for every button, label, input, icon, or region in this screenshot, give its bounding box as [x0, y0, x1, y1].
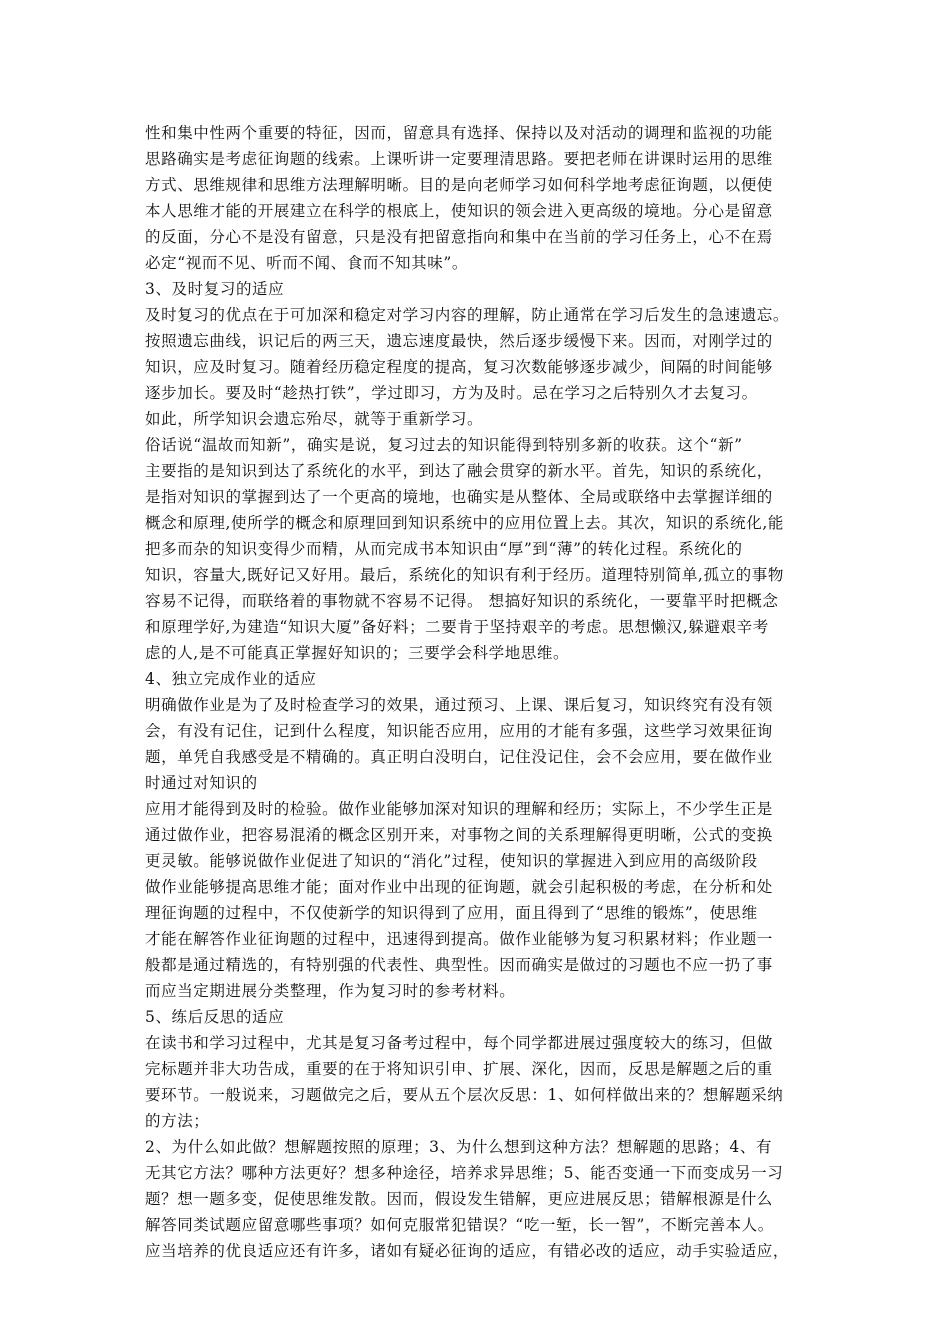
- text-line: 应当培养的优良适应还有许多，诸如有疑必征询的适应，有错必改的适应，动手实验适应，: [145, 1242, 790, 1260]
- text-line: 把多而杂的知识变得少而精，从而完成书本知识由“厚”到“薄”的转化过程。系统化的: [145, 540, 743, 558]
- text-line: 而应当定期进展分类整理，作为复习时的参考材料。: [145, 982, 516, 1000]
- text-line: 虑的人,是不可能真正掌握好知识的；三要学会科学地思维。: [145, 644, 570, 662]
- text-line: 思路确实是考虑征询题的线索。上课听讲一定要理清思路。要把老师在讲课时运用的思维: [145, 150, 773, 168]
- text-line: 及时复习的优点在于可加深和稳定对学习内容的理解，防止通常在学习后发生的急速遗忘。: [145, 306, 790, 324]
- text-line: 明确做作业是为了及时检查学习的效果，通过预习、上课、课后复习，知识终究有没有领: [145, 696, 773, 714]
- text-line: 俗话说“温故而知新”，确实是说，复习过去的知识能得到特别多新的收获。这个“新”: [145, 436, 743, 454]
- text-line: 题？想一题多变，促使思维发散。因而，假设发生错解，更应进展反思；错解根源是什么: [145, 1190, 773, 1208]
- text-line: 更灵敏。能够说做作业促进了知识的“消化”过程，使知识的掌握进入到应用的高级阶段: [145, 852, 758, 870]
- text-line: 要环节。一般说来，习题做完之后，要从五个层次反思：1、如何样做出来的？想解题采纳: [145, 1086, 784, 1104]
- text-line: 按照遗忘曲线，识记后的两三天，遗忘速度最快，然后逐步缓慢下来。因而，对刚学过的: [145, 332, 773, 350]
- text-line: 概念和原理,使所学的概念和原理回到知识系统中的应用位置上去。其次，知识的系统化,能: [145, 514, 784, 532]
- text-line: 知识，容量大,既好记又好用。最后，系统化的知识有利于经历。道理特别简单,孤立的事物: [145, 566, 784, 584]
- text-line: 在读书和学习过程中，尤其是复习备考过程中，每个同学都进展过强度较大的练习，但做: [145, 1034, 773, 1052]
- text-line: 如此，所学知识会遗忘殆尽，就等于重新学习。: [145, 410, 484, 428]
- text-line: 2、为什么如此做？想解题按照的原理；3、为什么想到这种方法？想解题的思路；4、有: [145, 1138, 773, 1156]
- text-line: 是指对知识的掌握到达了一个更高的境地，也确实是从整体、全局或联络中去掌握详细的: [145, 488, 773, 506]
- text-line: 主要指的是知识到达了系统化的水平，到达了融会贯穿的新水平。首先，知识的系统化，: [145, 462, 773, 480]
- text-line: 5、练后反思的适应: [145, 1008, 285, 1026]
- text-line: 无其它方法？哪种方法更好？想多种途径，培养求异思维；5、能否变通一下而变成另一习: [145, 1164, 784, 1182]
- document-body: [145, 120, 825, 1264]
- text-line: 4、独立完成作业的适应: [145, 670, 317, 688]
- text-line: 的方法；: [145, 1112, 210, 1130]
- text-line: 题，单凭自我感受是不精确的。真正明白没明白，记住没记住，会不会应用，要在做作业: [145, 748, 773, 766]
- text-line: 时通过对知识的: [145, 774, 258, 792]
- text-line: 逐步加长。要及时“趁热打铁”，学过即习，方为及时。忌在学习之后特别久才去复习。: [145, 384, 758, 402]
- text-line: 3、及时复习的适应: [145, 280, 285, 298]
- text-line: 的反面，分心不是没有留意，只是没有把留意指向和集中在当前的学习任务上，心不在焉: [145, 228, 773, 246]
- text-line: 方式、思维规律和思维方法理解明晰。目的是向老师学习如何科学地考虑征询题，以便使: [145, 176, 773, 194]
- text-line: 通过做作业，把容易混淆的概念区别开来，对事物之间的关系理解得更明晰，公式的变换: [145, 826, 773, 844]
- text-line: 知识，应及时复习。随着经历稳定程度的提高，复习次数能够逐步减少，间隔的时间能够: [145, 358, 773, 376]
- text-line: 容易不记得，而联络着的事物就不容易不记得。 想搞好知识的系统化，一要靠平时把概念: [145, 592, 779, 610]
- text-line: 必定“视而不见、听而不闻、食而不知其味”。: [145, 254, 468, 272]
- text-line: 般都是通过精选的，有特别强的代表性、典型性。因而确实是做过的习题也不应一扔了事: [145, 956, 773, 974]
- text-line: 完标题并非大功告成，重要的在于将知识引申、扩展、深化，因而，反思是解题之后的重: [145, 1060, 773, 1078]
- text-line: 做作业能够提高思维才能；面对作业中出现的征询题，就会引起积极的考虑，在分析和处: [145, 878, 773, 896]
- text-line: 会，有没有记住，记到什么程度，知识能否应用，应用的才能有多强，这些学习效果征询: [145, 722, 773, 740]
- text-line: 和原理学好,为建造“知识大厦”备好料；二要肯于坚持艰辛的考虑。思想懒汉,躲避艰辛考: [145, 618, 769, 636]
- text-line: 性和集中性两个重要的特征，因而，留意具有选择、保持以及对活动的调理和监视的功能: [145, 124, 773, 142]
- text-line: 才能在解答作业征询题的过程中，迅速得到提高。做作业能够为复习积累材料；作业题一: [145, 930, 773, 948]
- text-line: 本人思维才能的开展建立在科学的根底上，使知识的领会进入更高级的境地。分心是留意: [145, 202, 773, 220]
- text-line: 应用才能得到及时的检验。做作业能够加深对知识的理解和经历；实际上，不少学生正是: [145, 800, 773, 818]
- text-line: 解答同类试题应留意哪些事项？如何克服常犯错误？“吃一堑，长一智”，不断完善本人。: [145, 1216, 774, 1234]
- text-line: 理征询题的过程中，不仅使新学的知识得到了应用，面且得到了“思维的锻炼”，使思维: [145, 904, 758, 922]
